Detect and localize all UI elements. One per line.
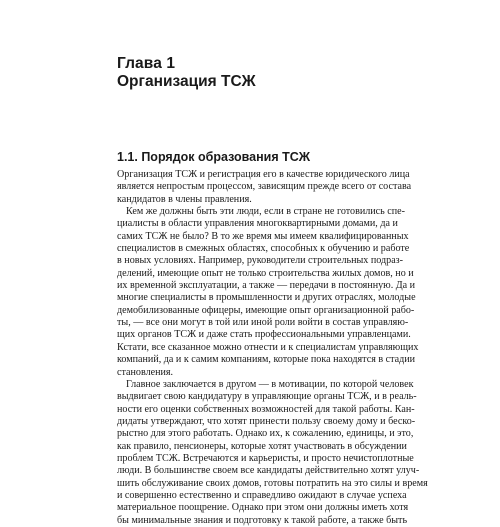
paragraph [117, 378, 428, 527]
text-line: делений, имеющие опыт не только строительства жилых домов, но и [117, 267, 414, 279]
text-line: Главное заключается в другом — в мотивации, по которой человек [126, 378, 414, 390]
text-line: проблем ТСЖ. Встречаются и карьеристы, и просто нечистоплотные [117, 452, 414, 464]
chapter-title: Организация ТСЖ [117, 73, 256, 90]
chapter-label: Глава 1 [117, 55, 176, 72]
text-line: материальное поощрение. Однако при этом они должны иметь хотя [117, 502, 409, 514]
text-line: ты, — все они могут в той или иной роли войти в состав управляю- [117, 317, 409, 329]
text-line: Кем же должны быть эти люди, если в стране не готовились спе- [126, 206, 406, 218]
text-line: дидаты утверждают, что хотят принести пользу своему дому и беско- [117, 415, 416, 427]
text-line: шить обслуживание своих домов, готовы потратить на это силы и время [117, 477, 428, 489]
text-line: демобилизованные офицеры, имеющие опыт организационной рабо- [117, 304, 415, 316]
text-line: является непростым процессом, зависящим прежде всего от состава [117, 181, 412, 193]
text-line: компаний, да и к самим компаниям, которые пока находятся в стадии [117, 354, 416, 366]
body-text [117, 169, 428, 527]
text-line: бы минимальные знания и подготовку к такой работе, а также быть [117, 514, 408, 526]
text-line: специалистов в смежных областях, способных к обучению и работе [117, 243, 410, 255]
text-line: в новых условиях. Например, руководители строительных подраз- [117, 255, 404, 267]
text-line: самих ТСЖ не было? В то же время мы имеем квалифицированных [117, 230, 409, 242]
text-line: ности его оценки собственных возможностей для такой работы. Кан- [117, 403, 415, 415]
text-line: кандидатов в члены правления. [117, 193, 252, 205]
text-line: Организация ТСЖ и регистрация его в качестве юридического лица [117, 169, 410, 180]
text-line: рыстно для этого работать. Однако их, к сожалению, единицы, и это, [117, 428, 414, 440]
text-line: многие специалисты в промышленности и других отраслях, молодые [117, 292, 416, 304]
paragraph [117, 169, 412, 206]
text-line: как правило, пенсионеры, которые хотят участвовать в обсуждении [117, 440, 407, 452]
section-heading: 1.1. Порядок образования ТСЖ [117, 150, 311, 164]
text-line: выдвигает свою кандидатуру в управляющие органы ТСЖ, и в реаль- [117, 391, 417, 403]
text-line: циалисты в области управления многоквартирными домами, да и [117, 218, 398, 230]
text-line: и совершенно естественно и справедливо ожидают в случае успеха [117, 489, 407, 501]
paragraph [117, 206, 419, 379]
text-line: люди. В большинстве своем все кандидаты действительно хотят улуч- [117, 465, 420, 477]
text-line: щих органов ТСЖ и даже стать профессиональными управленцами. [117, 329, 411, 341]
text-line: Кстати, все сказанное можно отнести и к специалистам управляющих [117, 341, 419, 353]
text-line: их временной эксплуатации, а также — передачи в постоянную. Да и [117, 280, 416, 292]
text-line: становления. [117, 366, 174, 378]
